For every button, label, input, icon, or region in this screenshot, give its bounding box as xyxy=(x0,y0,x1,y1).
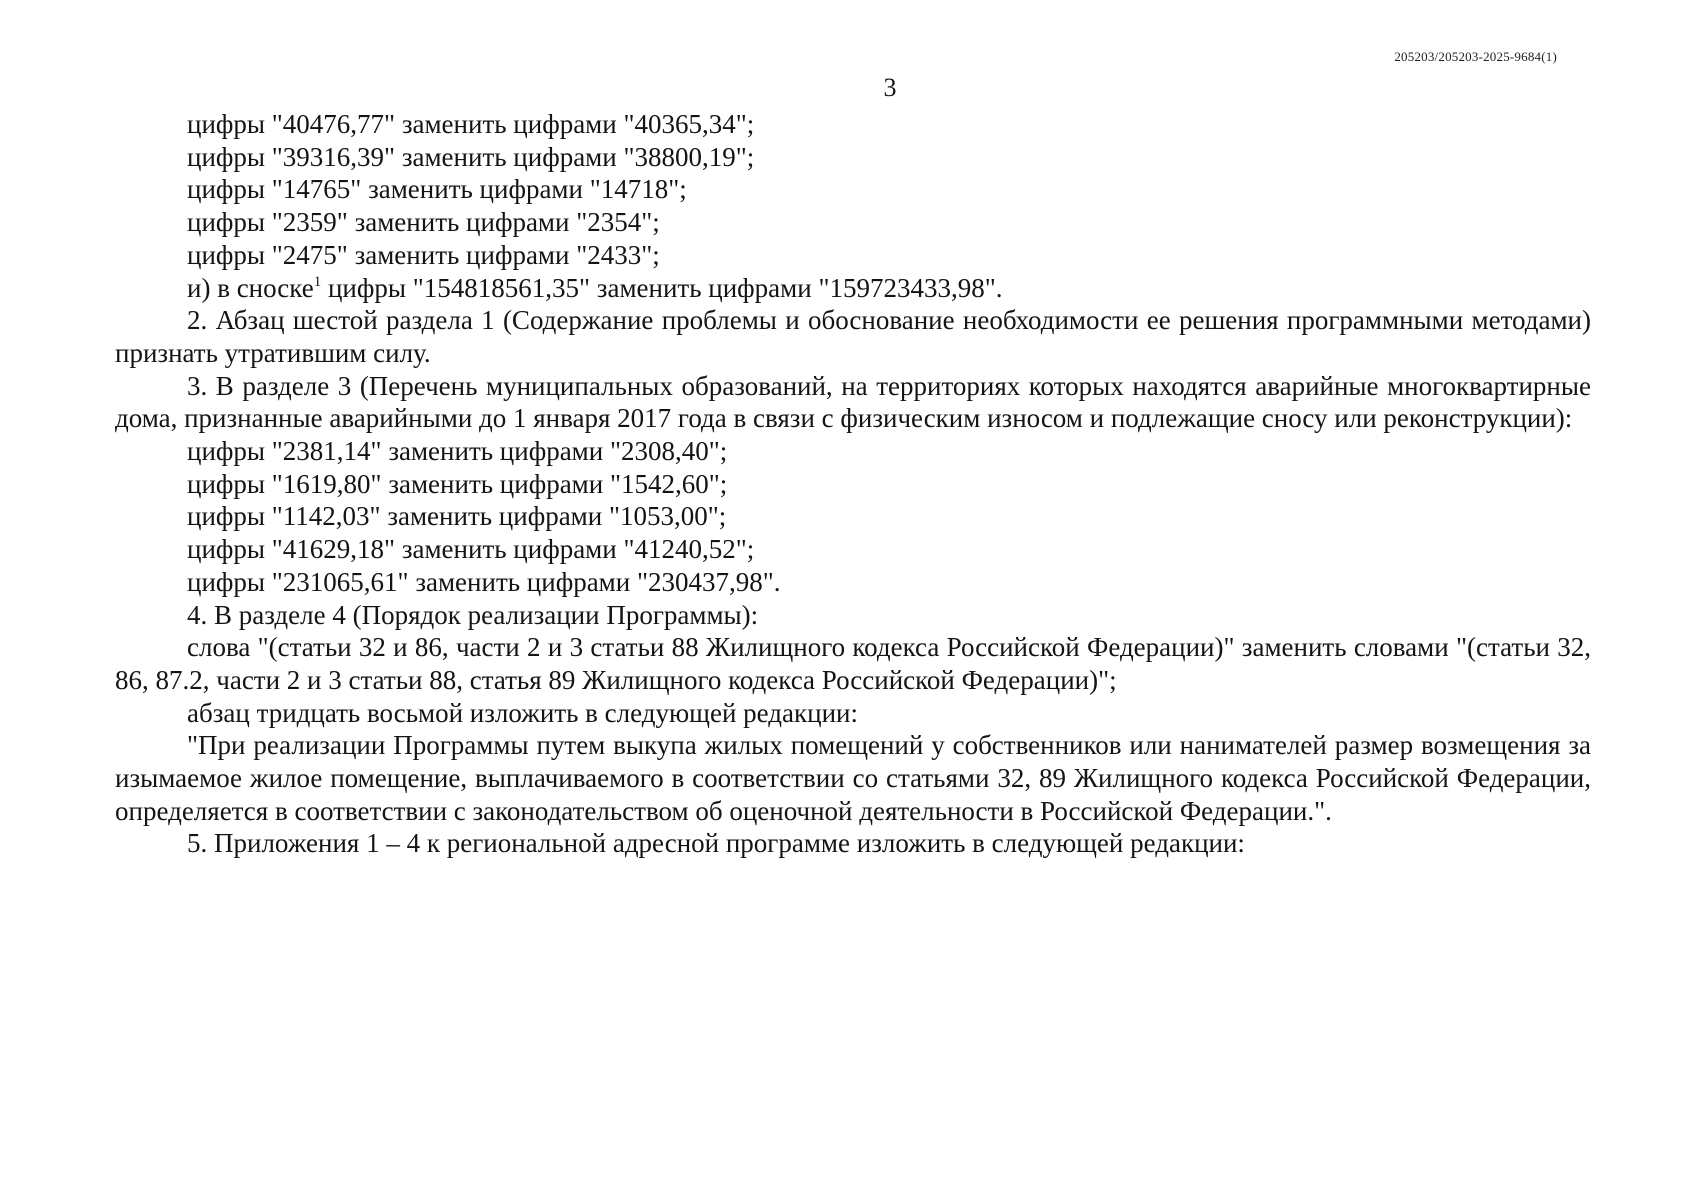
document-body xyxy=(115,108,1591,860)
paragraph-replace-10: цифры "231065,61" заменить цифрами "230437,98". xyxy=(187,566,781,597)
footnote-marker: 1 xyxy=(313,273,322,290)
paragraph-item-2: 2. Абзац шестой раздела 1 (Содержание проблемы и обоснование необходимости ее решения программными методами) признать утратившим силу. xyxy=(115,305,1591,368)
paragraph-replace-2: цифры "39316,39" заменить цифрами "38800,19"; xyxy=(187,141,755,172)
paragraph-replace-7: цифры "1619,80" заменить цифрами "1542,60"; xyxy=(187,468,728,499)
paragraph-38-new-text: "При реализации Программы путем выкупа жилых помещений у собственников или нанимателей размер возмещения за изымаемое жилое помещение, выплачиваемого в соответствии со статьями 32, 89 Жилищного кодекса Российской Федерации, определяется в соответствии с законодательством об оценочной деятельности в Российской Федерации.". xyxy=(115,730,1591,826)
paragraph-replace-1: цифры "40476,77" заменить цифрами "40365,34"; xyxy=(187,109,755,139)
paragraph-replace-9: цифры "41629,18" заменить цифрами "41240,52"; xyxy=(187,534,755,565)
footnote-item-text-after: цифры "154818561,35" заменить цифрами "159723433,98". xyxy=(321,272,1003,303)
paragraph-replace-3: цифры "14765" заменить цифрами "14718"; xyxy=(187,174,687,205)
paragraph-replace-4: цифры "2359" заменить цифрами "2354"; xyxy=(187,207,660,238)
paragraph-item-3: 3. В разделе 3 (Перечень муниципальных образований, на территориях которых находятся аварийные многоквартирные дома, признанные аварийными до 1 января 2017 года в связи с физическим износом и подлежащие сносу или реконструкции): xyxy=(115,370,1591,434)
paragraph-replace-6: цифры "2381,14" заменить цифрами "2308,40"; xyxy=(187,436,728,467)
paragraph-footnote-item xyxy=(115,272,1591,305)
paragraph-replace-8: цифры "1142,03" заменить цифрами "1053,00"; xyxy=(187,501,727,532)
document-registration-number: 205203/205203-2025-9684(1) xyxy=(1394,49,1557,64)
page-number: 3 xyxy=(883,73,897,102)
paragraph-item-4: 4. В разделе 4 (Порядок реализации Программы): xyxy=(187,599,759,630)
paragraph-words-replacement: слова "(статьи 32 и 86, части 2 и 3 статьи 88 Жилищного кодекса Российской Федерации)" заменить словами "(статьи 32, 86, 87.2, части 2 и 3 статьи 88, статья 89 Жилищного кодекса Российской Федерации)"; xyxy=(115,632,1591,695)
footnote-item-text-before: и) в сноске xyxy=(187,272,314,303)
paragraph-replace-5: цифры "2475" заменить цифрами "2433"; xyxy=(187,239,660,270)
paragraph-item-5: 5. Приложения 1 – 4 к региональной адресной программе изложить в следующей редакции: xyxy=(187,828,1245,859)
paragraph-38-intro: абзац тридцать восьмой изложить в следующей редакции: xyxy=(187,697,858,728)
